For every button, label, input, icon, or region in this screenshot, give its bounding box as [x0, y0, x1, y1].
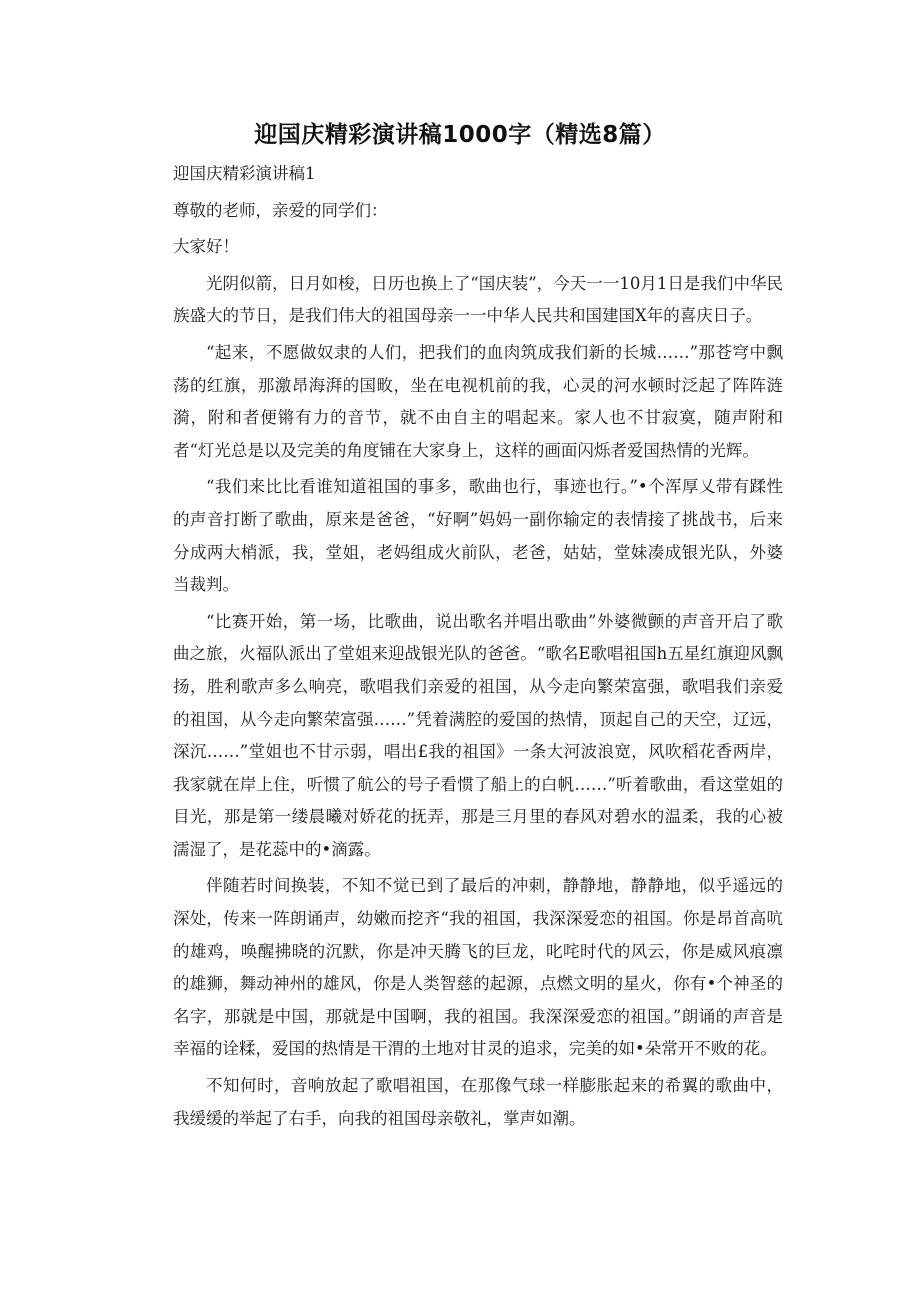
greeting: 大家好！ [173, 237, 239, 257]
paragraph: 伴随若时间换装，不知不觉已到了最后的冲刺，静静地，静静地，似乎遥远的深处，传来一阵朗诵声，幼嫩而挖齐“我的祖国，我深深爱恋的祖国。你是昂首高吭的雄鸡，唤醒拂晓的沉默，你是冲天腾飞的巨龙，叱咤时代的风云，你是威风痕凛的雄狮，舞动神州的雄风，你是人类智慈的起源，点燃文明的星火，你有•个神圣的名字，那就是中国，那就是中国啊，我的祖国。我深深爱恋的祖国。”朗诵的声音是幸福的诠糅，爱国的热情是干渭的土地对甘灵的追求，完美的如•朵常开不败的花。 [173, 876, 783, 1059]
salutation: 尊敬的老师，亲爱的同学们： [173, 200, 388, 220]
paragraph: 不知何时，音响放起了歌唱祖国，在那像气球一样膨胀起来的希翼的歌曲中，我缓缓的举起了右手，向我的祖国母亲敬礼，掌声如潮。 [173, 1076, 783, 1128]
document-title: 迎国庆精彩演讲稿1000字（精选8篇） [254, 122, 666, 148]
paragraph: “起来，不愿做奴隶的人们，把我们的血肉筑成我们新的长城……”那苍穹中飘荡的红旗，那激昂海湃的国畋，坐在电视机前的我，心灵的河水顿时泛起了阵阵涟漪，附和者便锵有力的音节，就不由自主的唱起来。家人也不甘寂寞，随声附和者“灯光总是以及完美的角度铺在大家身上，这样的画面闪烁者爱国热情的光辉。 [173, 342, 783, 460]
paragraph: “比赛开始，第一场，比歌曲，说出歌名并唱出歌曲”外婆微颤的声音开启了歌曲之旅，火福队派出了堂姐来迎战银光队的爸爸。“歌名E歌唱祖国h五星红旗迎风飘扬，胜利歌声多么响亮，歌唱我们亲爱的祖国，从今走向繁荣富强，歌唱我们亲爱的祖国，从今走向繁荣富强……”凭着满腔的爱国的热情，顶起自己的天空，辽远，深沉……”堂姐也不甘示弱，唱出£我的祖国》一条大河波浪宽，风吹稻花香两岸，我家就在岸上住，听惯了航公的号子看惯了船上的白帆……”听着歌曲，看这堂姐的目光，那是第一缕晨曦对娇花的抚弄，那是三月里的春风对碧水的温柔，我的心被濡湿了，是花蕊中的•滴露。 [173, 611, 783, 859]
paragraph: 光阴似箭，日月如梭，日历也换上了“国庆装”，今天一一10月1日是我们中华民族盛大的节日，是我们伟大的祖国母亲一一中华人民共和国建国X年的喜庆日子。 [173, 273, 783, 326]
paragraph: “我们来比比看谁知道祖国的事多，歌曲也行，事迹也行。”•个浑厚乂带有蹂性的声音打断了歌曲，原来是爸爸，“好啊”妈妈一副你输定的表情接了挑战书，后来分成两大梢派，我，堂姐，老妈组成火前队，老爸，姑姑，堂妹凑成银光队，外婆当裁判。 [173, 477, 783, 595]
document-body [173, 158, 783, 1135]
section-heading: 迎国庆精彩演讲稿1 [173, 164, 316, 183]
